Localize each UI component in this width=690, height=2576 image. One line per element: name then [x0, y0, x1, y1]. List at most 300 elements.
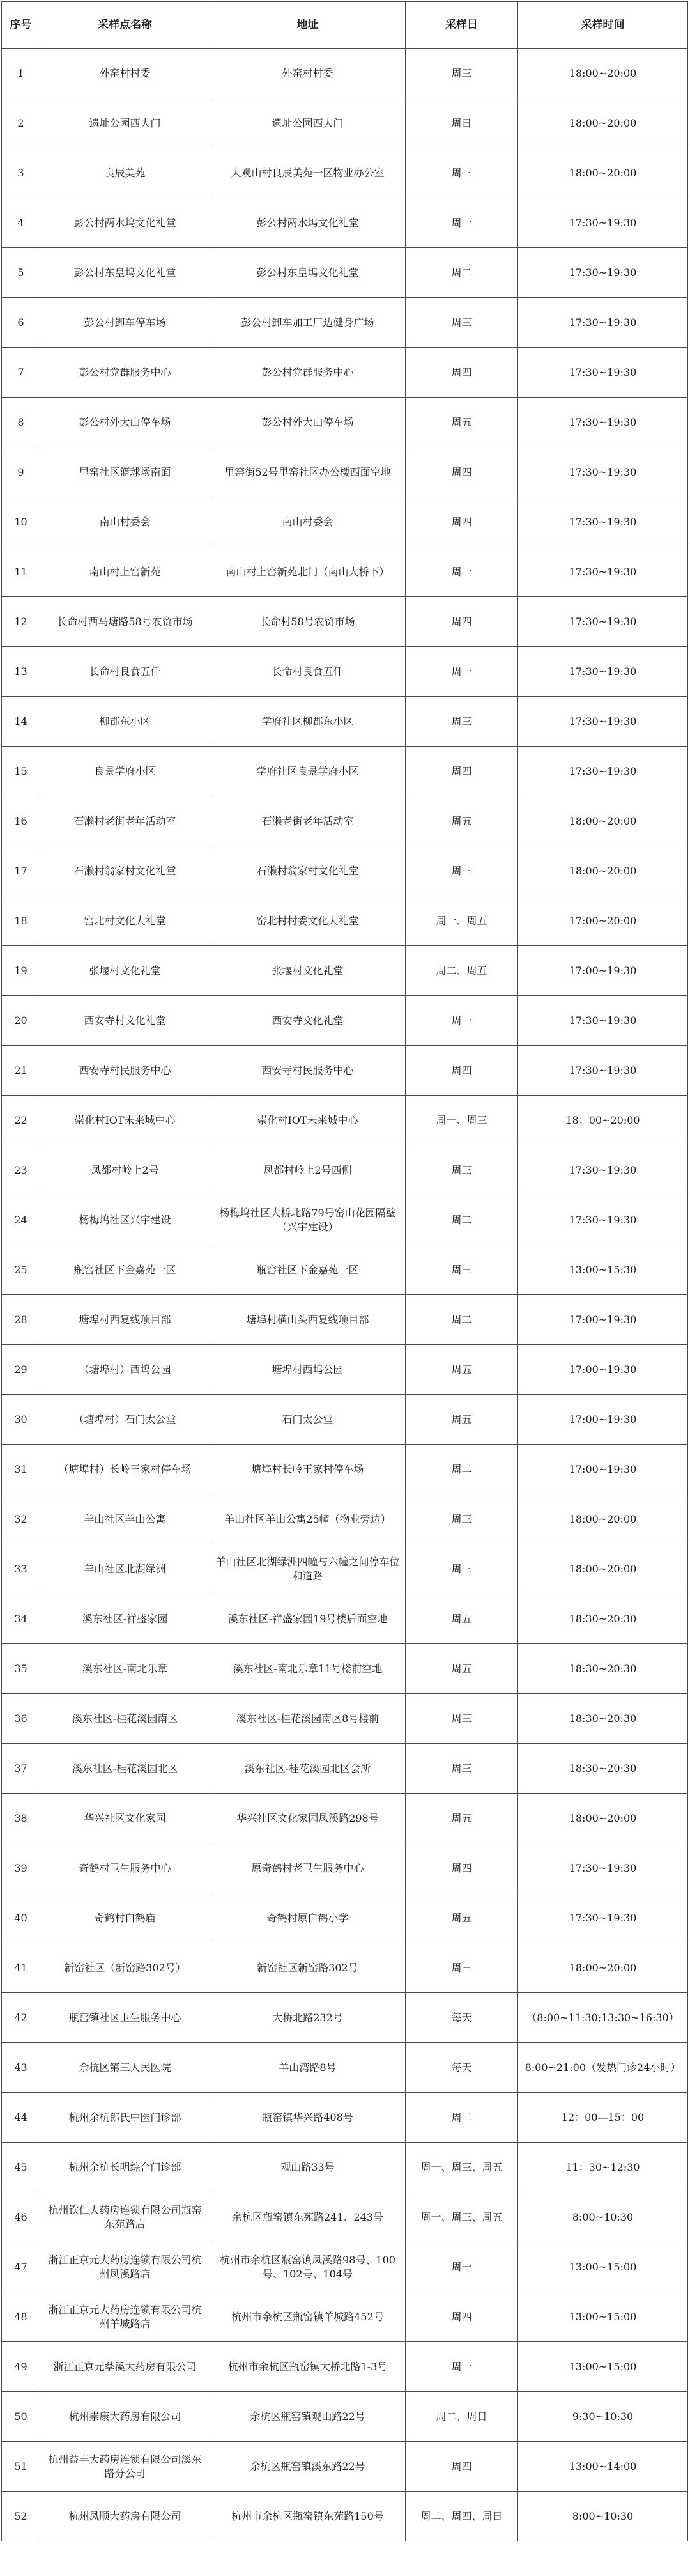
cell-sampling-day: 周三: [406, 49, 518, 98]
cell-sampling-day: 周五: [406, 1594, 518, 1644]
cell-sampling-time: 17:30~19:30: [518, 747, 688, 796]
cell-sampling-time: 17:00~19:30: [518, 1345, 688, 1395]
cell-sampling-time: 17:30~19:30: [518, 1145, 688, 1195]
cell-site-name: 石濑村老街老年活动室: [40, 796, 210, 846]
cell-index: 11: [2, 547, 40, 597]
cell-index: 49: [2, 2342, 40, 2392]
cell-site-name: 奇鹤村卫生服务中心: [40, 1843, 210, 1893]
table-row: [2, 2392, 688, 2442]
cell-site-name: 遗址公园西大门: [40, 98, 210, 148]
cell-sampling-time: 17:30~19:30: [518, 1843, 688, 1893]
cell-site-name: 溪东社区-祥盛家园: [40, 1594, 210, 1644]
cell-sampling-day: 周五: [406, 1345, 518, 1395]
cell-index: 34: [2, 1594, 40, 1644]
table-row: [2, 1794, 688, 1843]
cell-address: 瓶窑社区下金嘉苑一区: [210, 1245, 406, 1295]
cell-sampling-time: 17:30~19:30: [518, 547, 688, 597]
header-sampling-day: 采样日: [406, 2, 518, 49]
cell-sampling-time: 17:30~19:30: [518, 1195, 688, 1245]
table-row: [2, 1544, 688, 1594]
table-row: [2, 1993, 688, 2043]
cell-sampling-time: 13:00~15:00: [518, 2292, 688, 2342]
cell-index: 46: [2, 2192, 40, 2242]
cell-sampling-time: 18:00~20:00: [518, 796, 688, 846]
cell-sampling-day: 周二、周四、周日: [406, 2492, 518, 2541]
cell-index: 19: [2, 946, 40, 996]
cell-index: 38: [2, 1794, 40, 1843]
table-row: [2, 1594, 688, 1644]
cell-address: 石濑老街老年活动室: [210, 796, 406, 846]
cell-address: 彭公村卸车加工厂边健身广场: [210, 298, 406, 348]
cell-site-name: 崇化村IOT未来城中心: [40, 1096, 210, 1145]
cell-sampling-day: 周一: [406, 647, 518, 697]
cell-sampling-time: 17:00~19:30: [518, 1445, 688, 1494]
cell-address: 杨梅坞社区大桥北路79号窑山花园隔壁（兴宇建设）: [210, 1195, 406, 1245]
cell-sampling-day: 周三: [406, 298, 518, 348]
cell-site-name: 彭公村党群服务中心: [40, 348, 210, 398]
cell-sampling-day: 周三: [406, 148, 518, 198]
cell-index: 4: [2, 198, 40, 248]
cell-sampling-time: 11：30~12:30: [518, 2143, 688, 2192]
cell-sampling-day: 周二: [406, 1445, 518, 1494]
cell-sampling-time: （8:00~11:30;13:30~16:30）: [518, 1993, 688, 2043]
cell-index: 9: [2, 447, 40, 497]
table-row: [2, 1145, 688, 1195]
cell-address: 遗址公园西大门: [210, 98, 406, 148]
cell-address: 新窑社区新窑路302号: [210, 1943, 406, 1993]
table-row: [2, 1843, 688, 1893]
cell-sampling-day: 周三: [406, 846, 518, 896]
table-row: [2, 896, 688, 946]
cell-sampling-time: 8:00~10:30: [518, 2192, 688, 2242]
cell-sampling-day: 周一: [406, 2242, 518, 2292]
cell-site-name: 溪东社区-桂花溪园南区: [40, 1694, 210, 1744]
cell-site-name: 浙江正京元大药房连锁有限公司杭州羊城路店: [40, 2292, 210, 2342]
cell-index: 43: [2, 2043, 40, 2093]
cell-index: 37: [2, 1744, 40, 1794]
cell-index: 6: [2, 298, 40, 348]
cell-address: 奇鹤村原白鹤小学: [210, 1893, 406, 1943]
table-row: [2, 697, 688, 747]
cell-address: 张堰村文化礼堂: [210, 946, 406, 996]
cell-address: 西安寺文化礼堂: [210, 996, 406, 1046]
cell-sampling-time: 17:30~19:30: [518, 647, 688, 697]
table-row: [2, 1096, 688, 1145]
table-row: [2, 148, 688, 198]
cell-index: 18: [2, 896, 40, 946]
table-row: [2, 2242, 688, 2292]
cell-sampling-day: 周四: [406, 1046, 518, 1096]
cell-sampling-time: 17:30~19:30: [518, 447, 688, 497]
cell-sampling-time: 8:00~21:00（发热门诊24小时）: [518, 2043, 688, 2093]
cell-sampling-time: 17:00~19:30: [518, 946, 688, 996]
table-row: [2, 298, 688, 348]
cell-index: 42: [2, 1993, 40, 2043]
cell-address: 学府社区柳郡东小区: [210, 697, 406, 747]
table-row: [2, 747, 688, 796]
table-row: [2, 2342, 688, 2392]
cell-address: 南山村委会: [210, 497, 406, 547]
cell-sampling-day: 周二: [406, 1295, 518, 1345]
cell-site-name: 杭州钦仁大药房连锁有限公司瓶窑东苑路店: [40, 2192, 210, 2242]
table-body: [2, 49, 688, 2541]
cell-sampling-time: 17:30~19:30: [518, 996, 688, 1046]
cell-index: 15: [2, 747, 40, 796]
cell-site-name: 西安寺村民服务中心: [40, 1046, 210, 1096]
cell-site-name: 溪东社区-南北乐章: [40, 1644, 210, 1694]
table-row: [2, 1494, 688, 1544]
cell-address: 崇化村IOT未来城中心: [210, 1096, 406, 1145]
table-row: [2, 398, 688, 447]
cell-site-name: 柳郡东小区: [40, 697, 210, 747]
header-address: 地址: [210, 2, 406, 49]
cell-address: 彭公村党群服务中心: [210, 348, 406, 398]
cell-index: 39: [2, 1843, 40, 1893]
cell-address: 南山村上窑新苑北门（南山大桥下）: [210, 547, 406, 597]
cell-address: 学府社区良景学府小区: [210, 747, 406, 796]
cell-index: 14: [2, 697, 40, 747]
table-row: [2, 1744, 688, 1794]
cell-site-name: 溪东社区-桂花溪园北区: [40, 1744, 210, 1794]
cell-sampling-day: 周三: [406, 1145, 518, 1195]
cell-site-name: 里窑社区篮球场南面: [40, 447, 210, 497]
cell-sampling-day: 周二、周五: [406, 946, 518, 996]
table-row: [2, 497, 688, 547]
cell-index: 28: [2, 1295, 40, 1345]
cell-sampling-day: 周五: [406, 1395, 518, 1445]
header-sampling-time: 采样时间: [518, 2, 688, 49]
cell-index: 48: [2, 2292, 40, 2342]
cell-site-name: （塘埠村）石门太公堂: [40, 1395, 210, 1445]
cell-index: 20: [2, 996, 40, 1046]
cell-sampling-time: 17:00~20:00: [518, 896, 688, 946]
cell-sampling-time: 9:30~10:30: [518, 2392, 688, 2442]
table-row: [2, 2143, 688, 2192]
cell-index: 47: [2, 2242, 40, 2292]
cell-site-name: 杭州余杭郎氏中医门诊部: [40, 2093, 210, 2143]
table-row: [2, 248, 688, 298]
cell-sampling-day: 周五: [406, 1794, 518, 1843]
cell-sampling-time: 8:00~10:30: [518, 2492, 688, 2541]
cell-index: 3: [2, 148, 40, 198]
cell-index: 5: [2, 248, 40, 298]
cell-site-name: 新窑社区（新窑路302号）: [40, 1943, 210, 1993]
cell-sampling-time: 17:30~19:30: [518, 1046, 688, 1096]
cell-index: 44: [2, 2093, 40, 2143]
cell-address: 外窑村村委: [210, 49, 406, 98]
cell-index: 41: [2, 1943, 40, 1993]
cell-sampling-time: 18:30~20:30: [518, 1644, 688, 1694]
cell-site-name: 南山村委会: [40, 497, 210, 547]
cell-site-name: （塘埠村）西坞公园: [40, 1345, 210, 1395]
table-row: [2, 1295, 688, 1345]
cell-address: 西安寺村民服务中心: [210, 1046, 406, 1096]
table-row: [2, 1395, 688, 1445]
cell-site-name: 羊山社区羊山公寓: [40, 1494, 210, 1544]
cell-address: 长命村良食五仟: [210, 647, 406, 697]
cell-address: 溪东社区-祥盛家园19号楼后面空地: [210, 1594, 406, 1644]
cell-sampling-time: 18:00~20:00: [518, 148, 688, 198]
cell-address: 溪东社区-南北乐章11号楼前空地: [210, 1644, 406, 1694]
cell-sampling-time: 18:00~20:00: [518, 846, 688, 896]
cell-sampling-day: 周三: [406, 1544, 518, 1594]
cell-address: 凤都村岭上2号西侧: [210, 1145, 406, 1195]
cell-address: 瓶窑镇华兴路408号: [210, 2093, 406, 2143]
cell-sampling-day: 周三: [406, 697, 518, 747]
cell-sampling-time: 17:30~19:30: [518, 348, 688, 398]
cell-sampling-day: 每天: [406, 1993, 518, 2043]
cell-sampling-day: 周四: [406, 497, 518, 547]
cell-sampling-time: 18:00~20:00: [518, 1794, 688, 1843]
cell-sampling-day: 周二: [406, 2093, 518, 2143]
cell-site-name: 杨梅坞社区兴宇建设: [40, 1195, 210, 1245]
table-row: [2, 348, 688, 398]
table-row: [2, 647, 688, 697]
cell-address: 塘埠村西坞公园: [210, 1345, 406, 1395]
cell-sampling-time: 18:00~20:00: [518, 1943, 688, 1993]
cell-address: 窑北村村委文化大礼堂: [210, 896, 406, 946]
cell-site-name: 奇鹤村白鹤庙: [40, 1893, 210, 1943]
cell-sampling-time: 18:00~20:00: [518, 1544, 688, 1594]
cell-site-name: 杭州余杭长明综合门诊部: [40, 2143, 210, 2192]
cell-address: 里窑街52号里窑社区办公楼西面空地: [210, 447, 406, 497]
cell-address: 余杭区瓶窑镇观山路22号: [210, 2392, 406, 2442]
cell-index: 1: [2, 49, 40, 98]
cell-address: 杭州市余杭区瓶窑镇东苑路150号: [210, 2492, 406, 2541]
table-row: [2, 1644, 688, 1694]
cell-index: 50: [2, 2392, 40, 2442]
cell-sampling-time: 17:30~19:30: [518, 298, 688, 348]
cell-sampling-day: 周二: [406, 1195, 518, 1245]
cell-sampling-day: 周一、周三、周五: [406, 2143, 518, 2192]
cell-address: 大观山村良辰美苑一区物业办公室: [210, 148, 406, 198]
cell-site-name: 彭公村外大山停车场: [40, 398, 210, 447]
cell-sampling-time: 18:00~20:00: [518, 1494, 688, 1544]
cell-sampling-day: 每天: [406, 2043, 518, 2093]
cell-sampling-day: 周三: [406, 1943, 518, 1993]
table-row: [2, 2292, 688, 2342]
cell-index: 21: [2, 1046, 40, 1096]
cell-address: 彭公村两水坞文化礼堂: [210, 198, 406, 248]
table-row: [2, 597, 688, 647]
cell-sampling-time: 18:30~20:30: [518, 1744, 688, 1794]
table-row: [2, 1345, 688, 1395]
cell-sampling-day: 周二、周日: [406, 2392, 518, 2442]
cell-site-name: 杭州益丰大药房连锁有限公司溪东路分公司: [40, 2442, 210, 2492]
table-row: [2, 2192, 688, 2242]
cell-index: 2: [2, 98, 40, 148]
cell-site-name: 长命村良食五仟: [40, 647, 210, 697]
cell-index: 33: [2, 1544, 40, 1594]
cell-sampling-time: 18:00~20:00: [518, 49, 688, 98]
cell-index: 7: [2, 348, 40, 398]
cell-sampling-time: 17:30~19:30: [518, 597, 688, 647]
cell-address: 石濑村翁家村文化礼堂: [210, 846, 406, 896]
cell-site-name: 彭公村卸车停车场: [40, 298, 210, 348]
cell-address: 羊山社区羊山公寓25幢（物业旁边）: [210, 1494, 406, 1544]
table-row: [2, 2043, 688, 2093]
cell-sampling-day: 周四: [406, 597, 518, 647]
cell-index: 45: [2, 2143, 40, 2192]
cell-address: 羊山社区北湖绿洲四幢与六幢之间停车位和道路: [210, 1544, 406, 1594]
cell-sampling-time: 13:00~15:30: [518, 1245, 688, 1295]
cell-address: 溪东社区-桂花溪园北区会所: [210, 1744, 406, 1794]
cell-index: 51: [2, 2442, 40, 2492]
sampling-sites-table: [1, 1, 688, 2541]
cell-sampling-day: 周四: [406, 447, 518, 497]
cell-address: 杭州市余杭区瓶窑镇大桥北路1-3号: [210, 2342, 406, 2392]
cell-sampling-day: 周三: [406, 1245, 518, 1295]
cell-site-name: 西安寺村文化礼堂: [40, 996, 210, 1046]
cell-address: 长命村58号农贸市场: [210, 597, 406, 647]
cell-site-name: 羊山社区北湖绿洲: [40, 1544, 210, 1594]
table-row: [2, 2093, 688, 2143]
cell-site-name: 长命村西马塘路58号农贸市场: [40, 597, 210, 647]
cell-sampling-day: 周日: [406, 98, 518, 148]
table-row: [2, 1445, 688, 1494]
cell-site-name: 杭州凤顺大药房有限公司: [40, 2492, 210, 2541]
cell-sampling-time: 17:00~19:30: [518, 1295, 688, 1345]
cell-address: 石门太公堂: [210, 1395, 406, 1445]
cell-index: 31: [2, 1445, 40, 1494]
cell-address: 华兴社区文化家园凤溪路298号: [210, 1794, 406, 1843]
cell-site-name: 外窑村村委: [40, 49, 210, 98]
cell-site-name: 瓶窑社区下金嘉苑一区: [40, 1245, 210, 1295]
cell-sampling-time: 12：00—15：00: [518, 2093, 688, 2143]
cell-sampling-day: 周四: [406, 747, 518, 796]
cell-site-name: 石濑村翁家村文化礼堂: [40, 846, 210, 896]
cell-index: 52: [2, 2492, 40, 2541]
cell-address: 观山路33号: [210, 2143, 406, 2192]
cell-index: 22: [2, 1096, 40, 1145]
cell-address: 余杭区瓶窑镇东苑路241、243号: [210, 2192, 406, 2242]
cell-sampling-day: 周四: [406, 348, 518, 398]
cell-site-name: 彭公村两水坞文化礼堂: [40, 198, 210, 248]
table-row: [2, 846, 688, 896]
cell-sampling-time: 17:30~19:30: [518, 398, 688, 447]
cell-index: 23: [2, 1145, 40, 1195]
cell-index: 30: [2, 1395, 40, 1445]
cell-index: 13: [2, 647, 40, 697]
cell-site-name: 张堰村文化礼堂: [40, 946, 210, 996]
cell-address: 溪东社区-桂花溪园南区8号楼前: [210, 1694, 406, 1744]
cell-address: 羊山湾路8号: [210, 2043, 406, 2093]
header-site-name: 采样点名称: [40, 2, 210, 49]
table-row: [2, 1694, 688, 1744]
cell-sampling-time: 17:30~19:30: [518, 697, 688, 747]
table-row: [2, 2492, 688, 2541]
cell-index: 29: [2, 1345, 40, 1395]
cell-sampling-time: 17:30~19:30: [518, 198, 688, 248]
table-row: [2, 547, 688, 597]
cell-sampling-day: 周一: [406, 2342, 518, 2392]
cell-sampling-day: 周一、周三、周五: [406, 2192, 518, 2242]
cell-site-name: 浙江正京元孳溪大药房有限公司: [40, 2342, 210, 2392]
cell-site-name: 瓶窑镇社区卫生服务中心: [40, 1993, 210, 2043]
cell-index: 25: [2, 1245, 40, 1295]
table-row: [2, 447, 688, 497]
cell-index: 32: [2, 1494, 40, 1544]
table-row: [2, 1893, 688, 1943]
cell-sampling-day: 周三: [406, 1494, 518, 1544]
cell-sampling-time: 18:00~20:00: [518, 98, 688, 148]
cell-sampling-day: 周二: [406, 248, 518, 298]
cell-sampling-time: 17:30~19:30: [518, 248, 688, 298]
cell-sampling-time: 13:00~14:00: [518, 2442, 688, 2492]
cell-sampling-time: 13:00~15:00: [518, 2242, 688, 2292]
table-row: [2, 796, 688, 846]
table-row: [2, 49, 688, 98]
cell-address: 彭公村外大山停车场: [210, 398, 406, 447]
cell-index: 8: [2, 398, 40, 447]
table-header-row: [2, 2, 688, 49]
cell-address: 原奇鹤村老卫生服务中心: [210, 1843, 406, 1893]
cell-sampling-time: 17:30~19:30: [518, 497, 688, 547]
cell-sampling-time: 13:00~15:00: [518, 2342, 688, 2392]
table-row: [2, 1245, 688, 1295]
cell-index: 12: [2, 597, 40, 647]
cell-sampling-day: 周四: [406, 2292, 518, 2342]
cell-sampling-day: 周四: [406, 2442, 518, 2492]
table-row: [2, 946, 688, 996]
cell-sampling-day: 周一、周三: [406, 1096, 518, 1145]
cell-sampling-time: 18:30~20:30: [518, 1594, 688, 1644]
cell-sampling-day: 周一: [406, 996, 518, 1046]
cell-address: 杭州市余杭区瓶窑镇羊城路452号: [210, 2292, 406, 2342]
cell-sampling-day: 周一、周五: [406, 896, 518, 946]
cell-address: 大桥北路232号: [210, 1993, 406, 2043]
cell-site-name: 华兴社区文化家园: [40, 1794, 210, 1843]
cell-sampling-day: 周五: [406, 1644, 518, 1694]
cell-site-name: 窑北村文化大礼堂: [40, 896, 210, 946]
cell-sampling-time: 17:00~19:30: [518, 1395, 688, 1445]
cell-sampling-time: 18：00~20:00: [518, 1096, 688, 1145]
table-row: [2, 1943, 688, 1993]
cell-address: 彭公村东皇坞文化礼堂: [210, 248, 406, 298]
cell-sampling-day: 周五: [406, 398, 518, 447]
cell-site-name: 凤都村岭上2号: [40, 1145, 210, 1195]
cell-sampling-day: 周五: [406, 796, 518, 846]
cell-index: 36: [2, 1694, 40, 1744]
cell-site-name: 塘埠村西复线项目部: [40, 1295, 210, 1345]
table-row: [2, 996, 688, 1046]
cell-sampling-day: 周五: [406, 1893, 518, 1943]
cell-sampling-time: 18:30~20:30: [518, 1694, 688, 1744]
cell-sampling-day: 周三: [406, 1694, 518, 1744]
cell-sampling-day: 周一: [406, 547, 518, 597]
cell-site-name: （塘埠村）长岭王家村停车场: [40, 1445, 210, 1494]
cell-index: 24: [2, 1195, 40, 1245]
cell-index: 10: [2, 497, 40, 547]
cell-index: 16: [2, 796, 40, 846]
table-row: [2, 98, 688, 148]
table-row: [2, 2442, 688, 2492]
cell-sampling-day: 周四: [406, 1843, 518, 1893]
cell-site-name: 杭州崇康大药房有限公司: [40, 2392, 210, 2442]
cell-site-name: 浙江正京元大药房连锁有限公司杭州凤溪路店: [40, 2242, 210, 2292]
cell-site-name: 良景学府小区: [40, 747, 210, 796]
cell-site-name: 南山村上窑新苑: [40, 547, 210, 597]
cell-sampling-time: 17:30~19:30: [518, 1893, 688, 1943]
cell-index: 35: [2, 1644, 40, 1694]
cell-address: 杭州市余杭区瓶窑镇凤溪路98号、100号、102号、104号: [210, 2242, 406, 2292]
cell-site-name: 良辰美苑: [40, 148, 210, 198]
cell-sampling-day: 周三: [406, 1744, 518, 1794]
cell-address: 塘埠村长岭王家村停车场: [210, 1445, 406, 1494]
cell-site-name: 余杭区第三人民医院: [40, 2043, 210, 2093]
cell-index: 17: [2, 846, 40, 896]
table-row: [2, 198, 688, 248]
